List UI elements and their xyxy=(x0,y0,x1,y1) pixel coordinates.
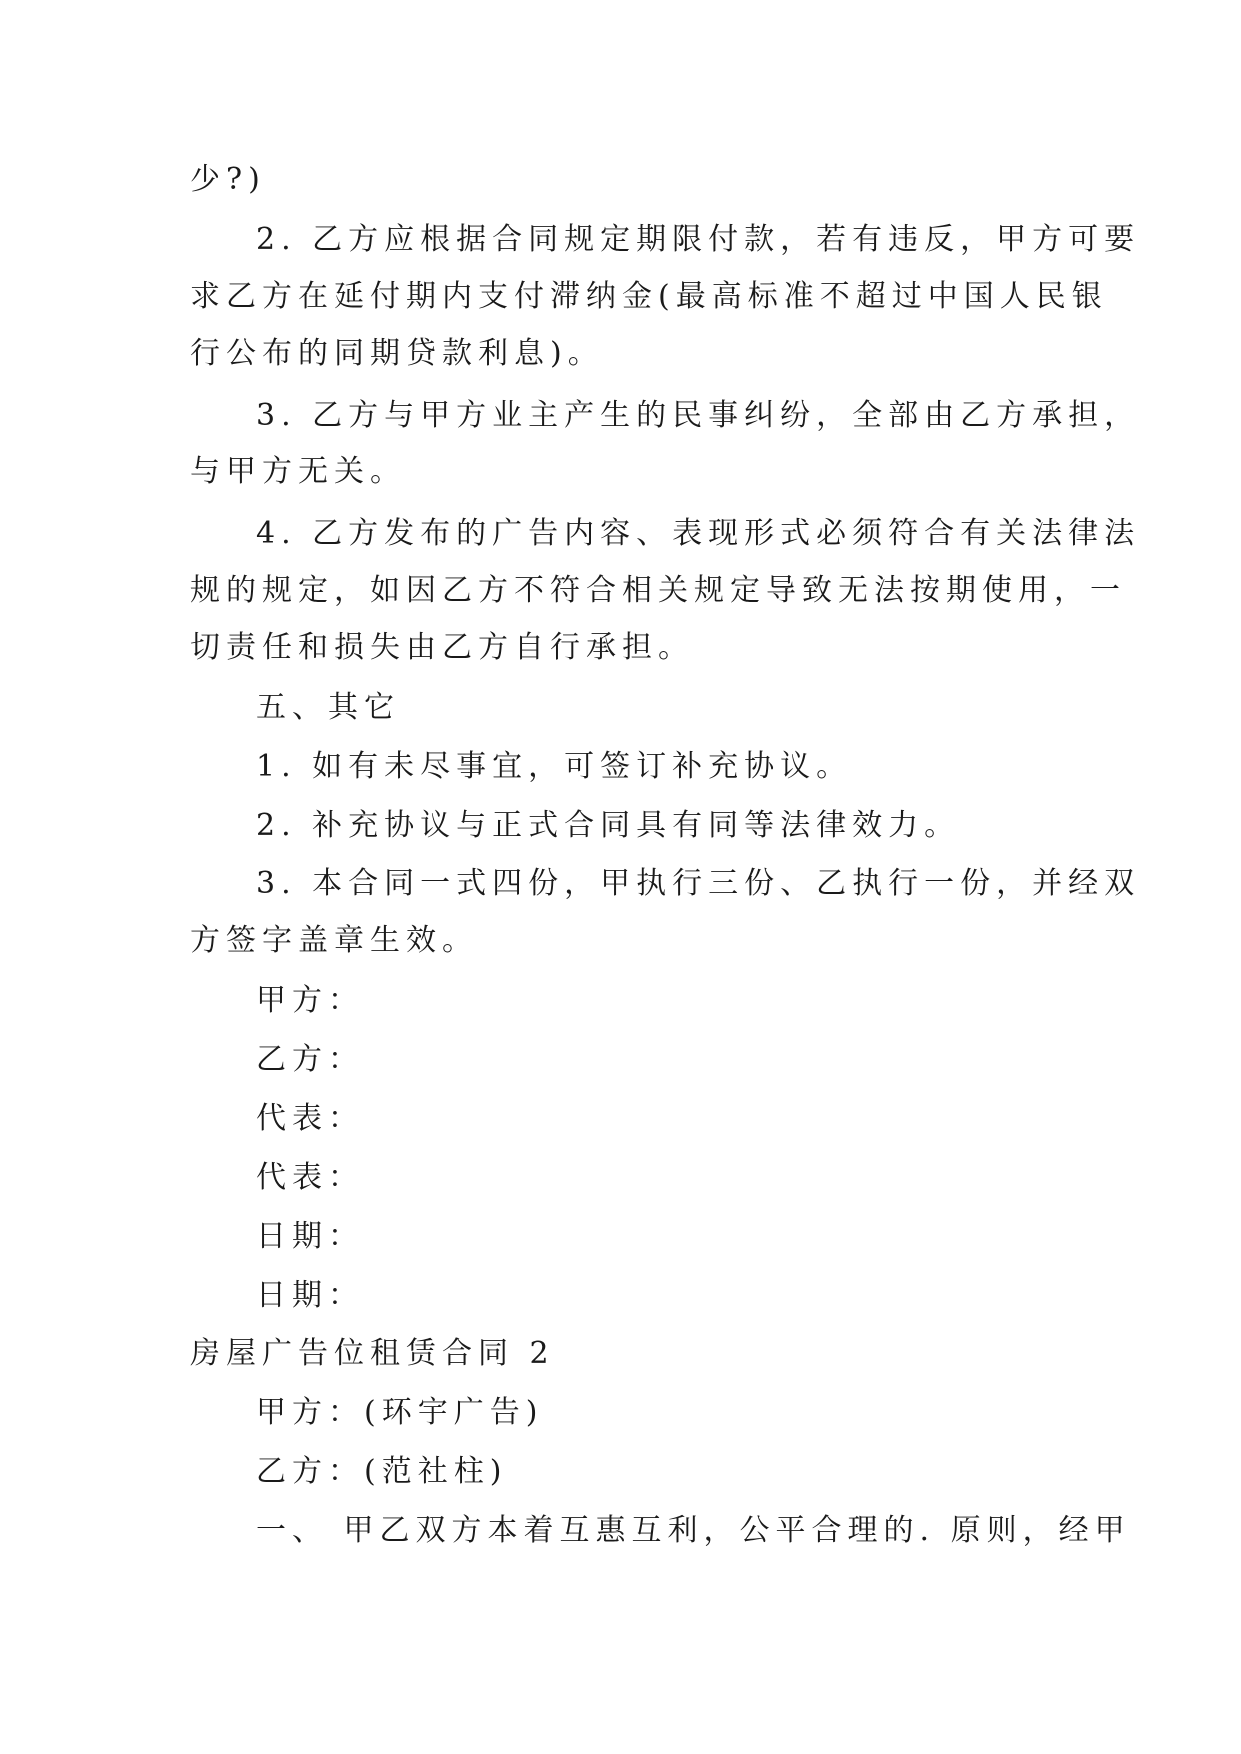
signature-label: 甲方： xyxy=(256,983,364,1018)
text-line: 规的规定，如因乙方不符合相关规定导致无法按期使用，一 xyxy=(190,573,1126,608)
section-heading: 五、其它 xyxy=(256,690,400,725)
text-line: 行公布的同期贷款利息)。 xyxy=(190,336,604,371)
text-line: 3. 乙方与甲方业主产生的民事纠纷，全部由乙方承担， xyxy=(256,398,1141,433)
text-line: 方签字盖章生效。 xyxy=(190,923,478,958)
text-line: 3. 本合同一式四份，甲执行三份、乙执行一份，并经双 xyxy=(256,866,1141,901)
text-line: 4. 乙方发布的广告内容、表现形式必须符合有关法律法 xyxy=(256,516,1141,551)
text-line: 2. 补充协议与正式合同具有同等法律效力。 xyxy=(256,808,961,843)
text-line: 1. 如有未尽事宜，可签订补充协议。 xyxy=(256,749,853,784)
signature-label: 日期： xyxy=(256,1278,364,1313)
text-line: 少?) xyxy=(190,162,266,197)
party-a-line: 甲方：(环宇广告) xyxy=(256,1395,544,1430)
party-b-line: 乙方：(范社柱) xyxy=(256,1454,508,1489)
text-line: 2. 乙方应根据合同规定期限付款，若有违反，甲方可要 xyxy=(256,222,1141,257)
signature-label: 乙方： xyxy=(256,1042,364,1077)
text-line: 求乙方在延付期内支付滞纳金(最高标准不超过中国人民银 xyxy=(190,279,1108,314)
text-line: 与甲方无关。 xyxy=(190,454,406,489)
text-line: 切责任和损失由乙方自行承担。 xyxy=(190,630,694,665)
signature-label: 代表： xyxy=(256,1101,364,1136)
document-title: 房屋广告位租赁合同 2 xyxy=(190,1336,555,1371)
text-line: 一、 甲乙双方本着互惠互利，公平合理的. 原则，经甲 xyxy=(256,1513,1131,1548)
signature-label: 日期： xyxy=(256,1219,364,1254)
signature-label: 代表： xyxy=(256,1160,364,1195)
